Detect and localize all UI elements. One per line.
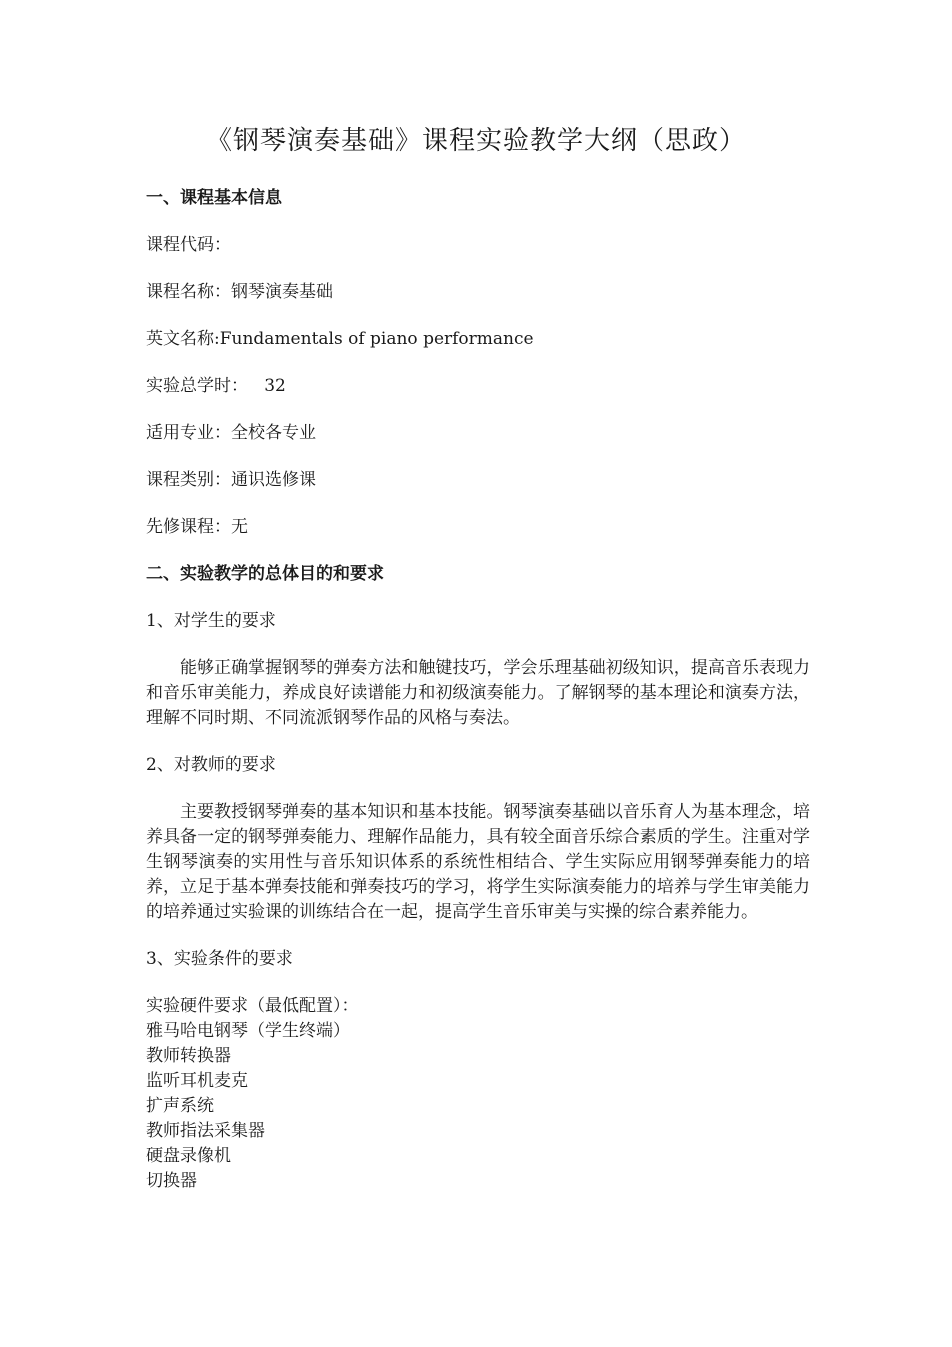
field-prerequisite: 先修课程：无 <box>146 517 248 537</box>
section-heading-basic-info: 一、课程基本信息 <box>146 188 282 208</box>
list-item: 硬盘录像机 <box>146 1146 231 1166</box>
field-course-category: 课程类别：通识选修课 <box>146 470 316 490</box>
field-course-name: 课程名称：钢琴演奏基础 <box>146 282 333 302</box>
field-course-code: 课程代码： <box>146 235 231 255</box>
list-item: 教师指法采集器 <box>146 1121 265 1141</box>
field-applicable-major: 适用专业：全校各专业 <box>146 423 316 443</box>
field-total-hours: 实验总学时： 32 <box>146 376 286 396</box>
field-english-name: 英文名称:Fundamentals of piano performance <box>146 329 534 349</box>
list-item: 实验硬件要求（最低配置）： <box>146 996 359 1016</box>
subheading-teacher-requirements: 2、对教师的要求 <box>146 755 276 775</box>
section-heading-objectives: 二、实验教学的总体目的和要求 <box>146 564 384 584</box>
hardware-list <box>146 994 810 1194</box>
subheading-student-requirements: 1、对学生的要求 <box>146 611 276 631</box>
paragraph-student-requirements: 能够正确掌握钢琴的弹奏方法和触键技巧，学会乐理基础初级知识，提高音乐表现力和音乐审美能力，养成良好读谱能力和初级演奏能力。了解钢琴的基本理论和演奏方法，理解不同时期、不同流派钢琴作品的风格与奏法。 <box>146 658 810 728</box>
list-item: 雅马哈电钢琴（学生终端） <box>146 1021 350 1041</box>
list-item: 教师转换器 <box>146 1046 231 1066</box>
subheading-lab-conditions: 3、实验条件的要求 <box>146 949 293 969</box>
document-title: 《钢琴演奏基础》课程实验教学大纲（思政） <box>205 126 746 156</box>
list-item: 监听耳机麦克 <box>146 1071 248 1091</box>
paragraph-teacher-requirements: 主要教授钢琴弹奏的基本知识和基本技能。钢琴演奏基础以音乐育人为基本理念，培养具备一定的钢琴弹奏能力、理解作品能力，具有较全面音乐综合素质的学生。注重对学生钢琴演奏的实用性与音乐知识体系的系统性相结合、学生实际应用钢琴弹奏能力的培养，立足于基本弹奏技能和弹奏技巧的学习，将学生实际演奏能力的培养与学生审美能力的培养通过实验课的训练结合在一起，提高学生音乐审美与实操的综合素养能力。 <box>146 802 810 922</box>
list-item: 扩声系统 <box>146 1096 214 1116</box>
list-item: 切换器 <box>146 1171 197 1191</box>
document-body <box>146 186 810 1194</box>
